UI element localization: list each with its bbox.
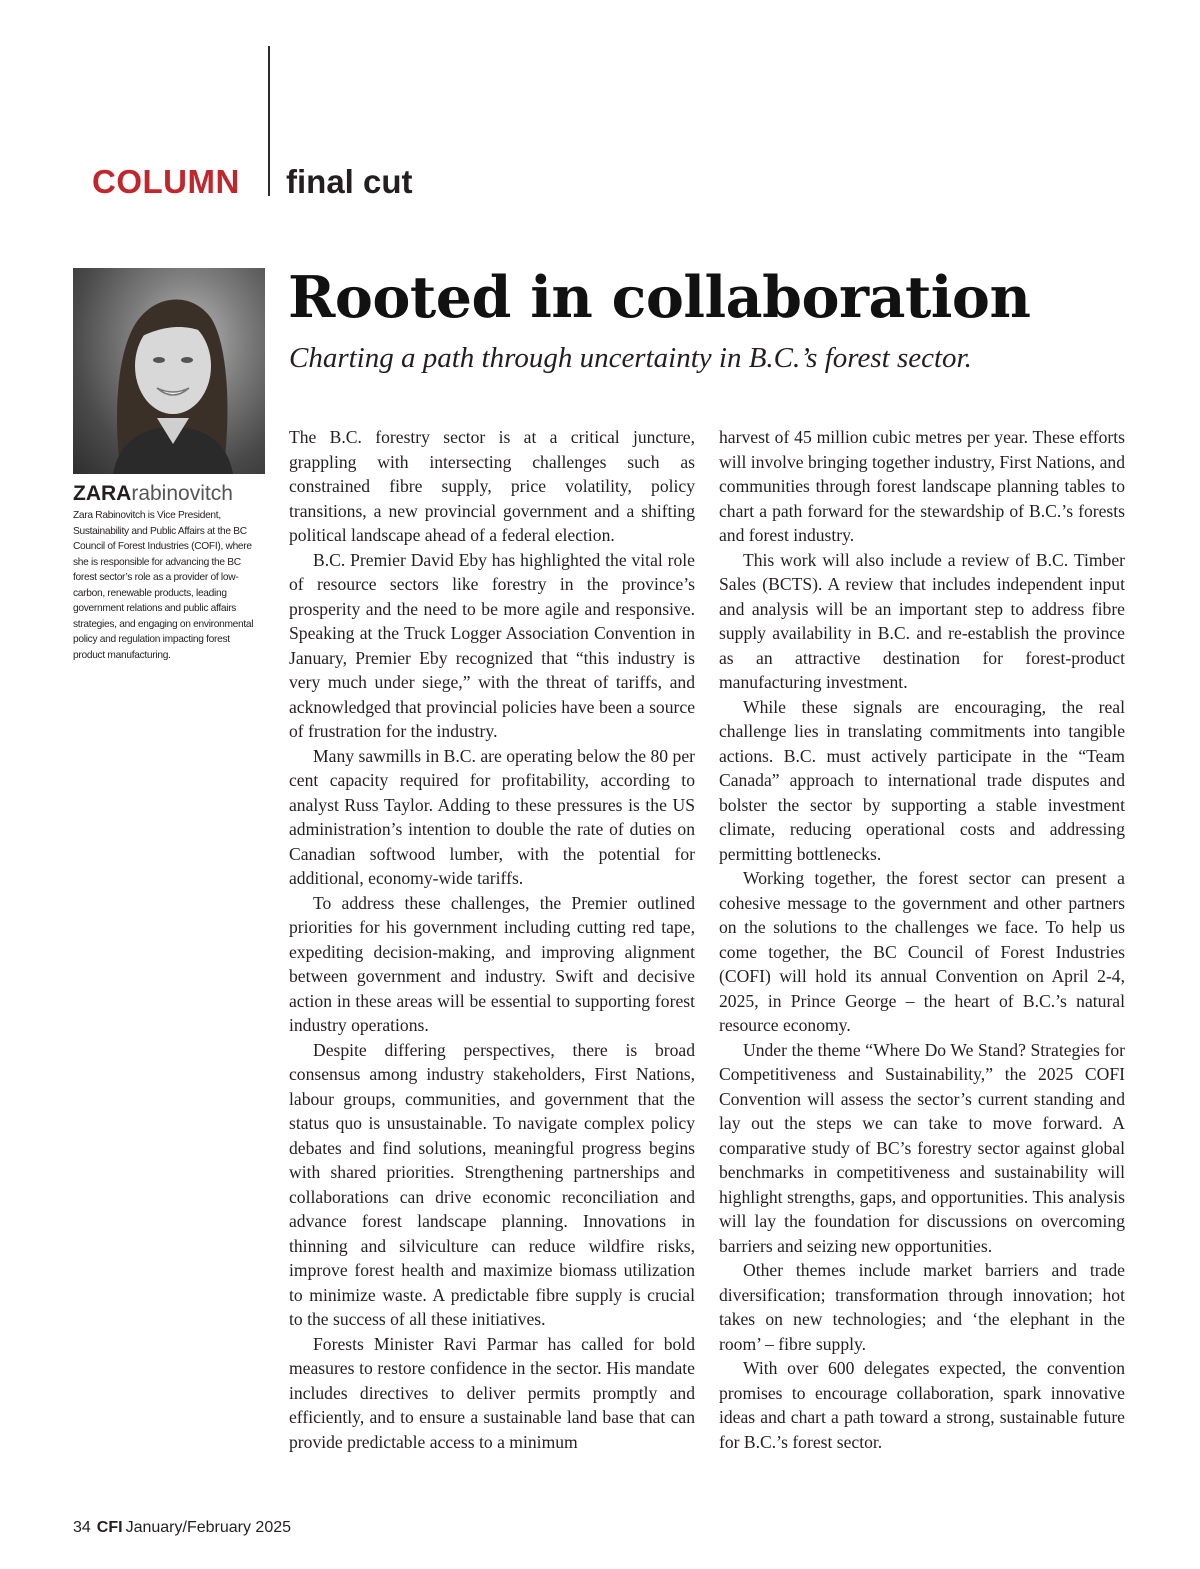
paragraph: Working together, the forest sector can present a cohesive message to the government and other partners on the solutions to the challenges we face. To help us come together, the BC Council of Forest Industries (COFI) will hold its annual Convention on April 2-4, 2025, in Prince George – the heart of B.C.’s natural resource economy. (719, 868, 1125, 1035)
paragraph: B.C. Premier David Eby has highlighted the vital role of resource sectors like forestry in the province’s prosperity and the need to be more agile and responsive. Speaking at the Truck Logger Association Convention in January, Premier Eby recognized that “this industry is very much under siege,” with the threat of tariffs, and acknowledged that provincial policies have been a source of frustration for the industry. (289, 549, 695, 741)
paragraph: Many sawmills in B.C. are operating below the 80 per cent capacity required for profitability, according to analyst Russ Taylor. Adding to these pressures is the US administration’s intention to double the rate of duties on Canadian softwood lumber, with the potential for additional, economy-wide tariffs. (289, 745, 695, 888)
article-column-1 (289, 425, 695, 1454)
author-first-name: ZARA (73, 482, 132, 505)
article-column-2 (719, 425, 1125, 1454)
paragraph: Forests Minister Ravi Parmar has called for bold measures to restore confidence in the sector. His mandate includes directives to deliver permits promptly and efficiently, and to ensure a sustainable land base that can provide predictable access to a minimum (289, 1333, 695, 1452)
paragraph: Other themes include market barriers and trade diversification; transformation through innovation; hot takes on new technologies; and ‘the elephant in the room’ – fibre supply. (719, 1260, 1125, 1354)
author-bio: Zara Rabinovitch is Vice President, Sustainability and Public Affairs at the BC Council of Forest Industries (COFI), where she is responsible for advancing the BC forest sector’s role as a provider of low-carbon, renewable products, leading government relations and public affairs strategies, and engaging on environmental policy and regulation impacting forest product manufacturing. (73, 510, 254, 661)
paragraph: harvest of 45 million cubic metres per year. These efforts will involve bringing together industry, First Nations, and communities through forest landscape planning tables to chart a path forward for the stewardship of B.C.’s forests and forest industry. (719, 427, 1125, 545)
section-label: COLUMN (92, 163, 240, 200)
paragraph: With over 600 delegates expected, the convention promises to encourage collaboration, spark innovative ideas and chart a path toward a strong, sustainable future for B.C.’s forest sector. (719, 1358, 1125, 1452)
issue-date: January/February 2025 (125, 1519, 292, 1536)
magazine-name: CFI (96, 1519, 123, 1536)
paragraph: This work will also include a review of B.C. Timber Sales (BCTS). A review that includes independent input and analysis will be an important step to address fibre supply availability in B.C. and re-establish the province as an attractive destination for forest-product manufacturing investment. (719, 549, 1125, 692)
article-subtitle: Charting a path through uncertainty in B.C.’s forest sector. (289, 342, 972, 374)
article-title: Rooted in collaboration (288, 264, 1031, 331)
paragraph: Under the theme “Where Do We Stand? Strategies for Competitiveness and Sustainability,” the 2025 COFI Convention will assess the sector’s current standing and lay out the steps we can take to move forward. A comparative study of BC’s forestry sector against global benchmarks in competitiveness and sustainability will highlight strengths, gaps, and opportunities. This analysis will lay the foundation for discussions on overcoming barriers and seizing new opportunities. (719, 1039, 1125, 1256)
paragraph: To address these challenges, the Premier outlined priorities for his government including cutting red tape, expediting decision-making, and improving alignment between government and industry. Swift and decisive action in these areas will be essential to supporting forest industry operations. (289, 892, 695, 1035)
paragraph: The B.C. forestry sector is at a critical juncture, grappling with intersecting challenges such as constrained fibre supply, price volatility, policy transitions, a new provincial government and a shifting political landscape ahead of a federal election. (289, 427, 695, 545)
paragraph: Despite differing perspectives, there is broad consensus among industry stakeholders, First Nations, labour groups, communities, and government that the status quo is unsustainable. To navigate complex policy debates and find solutions, meaningful progress begins with shared priorities. Strengthening partnerships and collaborations can drive economic reconciliation and advance forest landscape planning. Innovations in thinning and silviculture can reduce wildfire risks, improve forest health and maximize biomass utilization to minimize waste. A predictable fibre supply is crucial to the success of all these initiatives. (289, 1039, 695, 1329)
column-name: final cut (286, 163, 413, 200)
author-name (73, 481, 233, 507)
header-divider (268, 46, 270, 196)
author-photo (73, 268, 265, 474)
page-footer (73, 1517, 291, 1539)
paragraph: While these signals are encouraging, the real challenge lies in translating commitments into tangible actions. B.C. must actively participate in the “Team Canada” approach to international trade disputes and bolster the sector by supporting a stable investment climate, reducing operational costs and addressing permitting bottlenecks. (719, 696, 1125, 864)
author-last-name: rabinovitch (131, 482, 233, 505)
page-number: 34 (73, 1519, 91, 1536)
